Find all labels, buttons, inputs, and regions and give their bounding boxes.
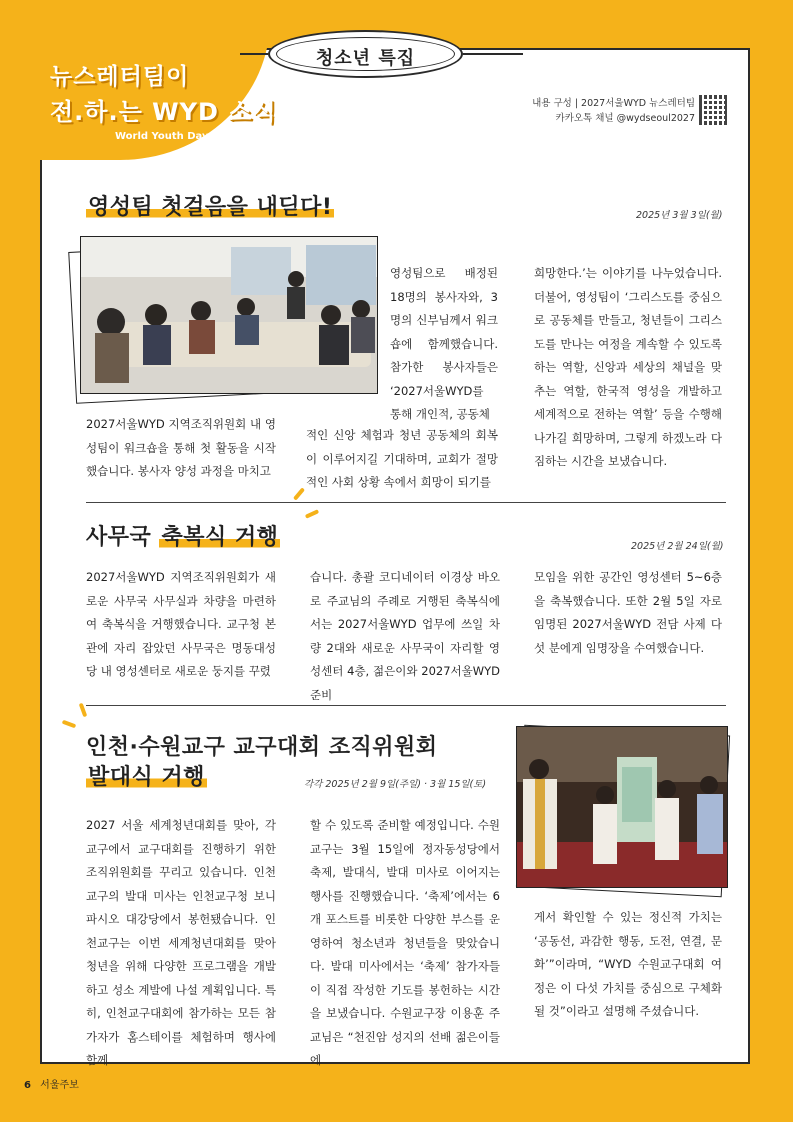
article2-col2: 습니다. 총괄 코디네이터 이경상 바오로 주교님의 주례로 거행된 축복식에서는 2027서울WYD 업무에 쓰일 차량 2대와 새로운 사무국이 자리할 영성센터 4층, 젊은이와 2027서울WYD 준비: [310, 570, 500, 702]
article3-col2: 할 수 있도록 준비할 예정입니다. 수원교구는 3월 15일에 정자동성당에서 축제, 발대식, 발대 미사로 이어지는 행사를 진행했습니다. ‘축제’에서는 6개 포스트를 비롯한 다양한 부스를 운영하여 청소년과 청년들을 맞았습니다. 발대 미사에서는 ‘축제’ 참가자들이 직접 작성한 기도를 봉헌하는 시간을 보냈습니다. 수원교구장 이용훈 주교님은 “천진암 성지의 선배 젊은이들에: [310, 818, 500, 1067]
article1-date: 2025년 3월 3일(월): [636, 210, 723, 221]
badge-rule-right: [463, 53, 523, 55]
brand-sub: World Youth Day: [115, 131, 209, 142]
page-number: 6: [24, 1080, 31, 1091]
brand-line2: 전.하.는 WYD 소식: [50, 98, 277, 126]
footer: [24, 1076, 79, 1091]
article2-title-highlight: 축복식 거행: [161, 525, 279, 550]
ceremony-photo: [516, 726, 728, 888]
article1-col2b: 적인 신앙 체험과 청년 공동체의 회복이 이루어지길 기대하며, 교회가 절망적인 사회 상황 속에서 희망이 되기를: [306, 428, 498, 489]
credit-line1: 내용 구성 | 2027서울WYD 뉴스레터팀: [532, 98, 695, 109]
workshop-photo: [80, 236, 378, 394]
article3-title-line1: 인천·수원교구 교구대회 조직위원회: [86, 735, 438, 760]
article1-col2a: 영성팀으로 배정된 18명의 봉사자와, 3명의 신부님께서 워크숍에 함께했습니다. 참가한 봉사자들은 ‘2027서울WYD를 통해 개인적, 공동체: [390, 266, 498, 421]
article2-title: [86, 520, 280, 551]
credit-line2: 카카오톡 채널 @wydseoul2027: [555, 113, 695, 124]
article3-col1: 2027 서울 세계청년대회를 맞아, 각 교구에서 교구대회를 진행하기 위한 조직위원회를 꾸리고 있습니다. 인천교구의 발대 미사는 인천교구청 보니파시오 대강당에서 봉헌됐습니다. 인천교구는 이번 세계청년대회를 맞아 청년을 위해 다양한 프로그램을 개발하고 성소 계발에 나설 계획입니다. 특히, 인천교구대회에 참가하는 모든 참가자가 홈스테이를 체험하며 행사에 함께: [86, 818, 276, 1067]
publication-name: 서울주보: [40, 1080, 79, 1091]
brand-line1: 뉴스레터팀이: [50, 64, 190, 90]
article2-date: 2025년 2월 24일(월): [631, 541, 724, 552]
qr-code-icon[interactable]: [699, 95, 729, 125]
article2-title-plain: 사무국: [86, 525, 152, 550]
article1-title-text: 영성팀 첫걸음을 내딛다!: [88, 195, 333, 220]
section-title: 청소년 특집: [315, 48, 416, 69]
workshop-photo-image: [81, 237, 377, 393]
article2-col3: 모임을 위한 공간인 영성센터 5~6층을 축복했습니다. 또한 2월 5일 자로 임명된 2027서울WYD 전담 사제 다섯 분에게 임명장을 수여했습니다.: [534, 570, 722, 655]
badge-rule-left: [240, 53, 268, 55]
article1-col1: 2027서울WYD 지역조직위원회 내 영성팀이 워크숍을 통해 첫 활동을 시작했습니다. 봉사자 양성 과정을 마치고: [86, 417, 276, 478]
article3-title-highlight: 발대식 거행: [88, 765, 205, 790]
article2-col1: 2027서울WYD 지역조직위원회가 새로운 사무국 사무실과 차량을 마련하여 축복식을 거행했습니다. 교구청 본관에 자리 잡았던 사무국은 명동대성당 내 영성센터로 새로운 둥지를 꾸렸: [86, 570, 276, 678]
article1-col3: 희망한다.’는 이야기를 나누었습니다. 더불어, 영성팀이 ‘그리스도를 중심으로 공동체를 만들고, 청년들이 그리스도를 만나는 여정을 계속할 수 있도록 하는 역할, 신앙과 세상의 채널을 맞추는 역할, 한국적 영성을 개발하고 세계적으로 전하는 역할’ 등을 수행해 나가길 희망하며, 그렇게 하겠노라 다짐하는 시간을 보냈습니다.: [534, 266, 722, 468]
article1-title: [86, 190, 334, 221]
credit: [532, 96, 727, 126]
article3-col3: 게서 확인할 수 있는 정신적 가치는 ‘공동선, 과감한 행동, 도전, 연결, 문화’”이라며, “WYD 수원교구대회 여정은 이 다섯 가치를 중심으로 구체화될 것”이라고 설명해 주셨습니다.: [534, 910, 722, 1018]
ceremony-photo-image: [517, 727, 727, 887]
article3-title-line2: [86, 760, 207, 791]
divider-2: [86, 705, 726, 706]
section-badge: [268, 30, 463, 78]
divider-1: [86, 502, 726, 503]
article3-date: 각각 2025년 2월 9일(주일) · 3월 15일(토): [304, 779, 487, 790]
